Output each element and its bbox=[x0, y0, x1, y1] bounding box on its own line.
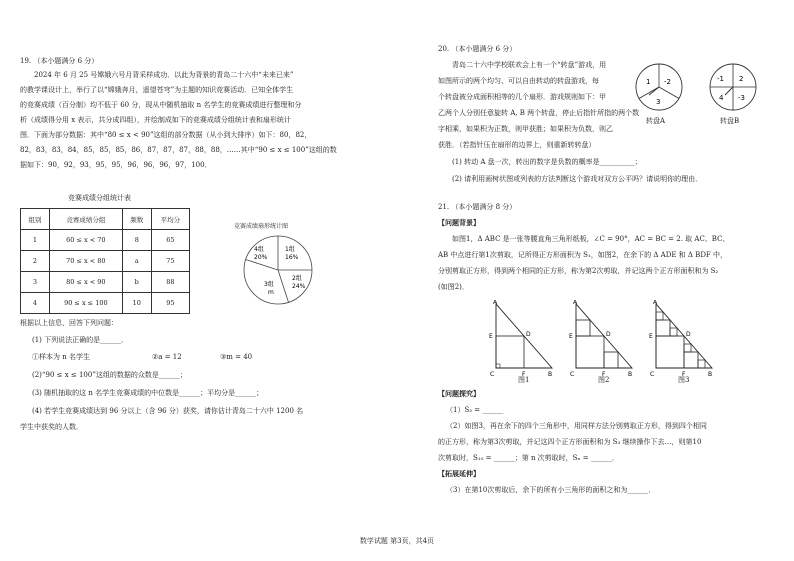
q19-option: ①样本为 n 名学生 bbox=[32, 353, 90, 361]
point-label: A bbox=[493, 300, 498, 306]
spinner-number: -3 bbox=[738, 94, 745, 102]
q21-sub1: （1）S₂ = ______ bbox=[446, 406, 504, 414]
q19-sub3: (3) 随机抽取的这 n 名学生竞赛成绩的中位数是______；平均分是______； bbox=[32, 389, 264, 397]
q20-line: 青岛二十六中学校联欢会上有一个“转盘”游戏，用 bbox=[452, 61, 607, 69]
figure-3-caption: 图3 bbox=[678, 376, 690, 384]
q19-sub1: (1) 下列说法正确的是______． bbox=[32, 336, 129, 344]
table-header-cell: 组别 bbox=[21, 209, 50, 230]
table-cell: 10 bbox=[122, 293, 151, 314]
table-cell: 90 ≤ x ≤ 100 bbox=[49, 293, 122, 314]
figure-1 bbox=[486, 300, 556, 378]
q21-explore-title: 【问题探究】 bbox=[438, 389, 480, 398]
table-cell: b bbox=[122, 272, 151, 293]
spinner-number: -2 bbox=[664, 78, 671, 86]
point-label: D bbox=[686, 331, 691, 338]
figure-1-caption: 图1 bbox=[518, 376, 530, 384]
q19-line: 析（成绩得分用 x 表示，共分成四组），并绘制成如下的竞赛成绩分组统计表和扇形统计 bbox=[20, 116, 291, 124]
table-header-cell: 竞赛成绩分组 bbox=[49, 209, 122, 230]
point-label: F bbox=[682, 371, 686, 378]
point-label: E bbox=[569, 333, 573, 340]
q19-option: ③m = 40 bbox=[220, 353, 253, 361]
table-cell: 95 bbox=[151, 293, 189, 314]
table-cell: 65 bbox=[151, 230, 189, 251]
q21-sub2: （2）如图3，再在余下的四个三角形中，用同样方法分别剪取正方形，得到四个相同 bbox=[446, 422, 707, 430]
table-cell: 2 bbox=[21, 251, 50, 272]
table-row bbox=[21, 272, 190, 293]
point-label: A bbox=[573, 300, 578, 306]
table-row bbox=[21, 293, 190, 314]
point-label: D bbox=[526, 331, 531, 338]
point-label: B bbox=[628, 371, 633, 378]
q20-sub1: (1) 转动 A 盘一次，转出的数字是负数的概率是__________； bbox=[452, 158, 642, 166]
point-label: F bbox=[602, 371, 606, 378]
figure-2-caption: 图2 bbox=[598, 376, 610, 384]
spinner-a bbox=[634, 62, 684, 112]
q21-line: 如图1，Δ ABC 是一张等腰直角三角形纸板，∠C = 90°，AC = BC = 2. 取 AC、BC、 bbox=[452, 235, 730, 243]
point-label: D bbox=[606, 331, 611, 338]
q19-line: 图．下面为部分数据：其中“80 ≤ x < 90”这组的部分数据（从小到大排序）如下：80，82， bbox=[20, 131, 312, 139]
table-header-cell: 平均分 bbox=[151, 209, 189, 230]
q19-line: 82，83，83，84，85，85，85，86，87，87，87，88，88，……其中“90 ≤ x ≤ 100”这组的数 bbox=[20, 146, 337, 154]
page-footer: 数学试题 第3页，共4页 bbox=[359, 537, 435, 545]
pie-label: 4组 bbox=[254, 246, 264, 253]
spinner-number: 1 bbox=[646, 78, 651, 86]
q19-prompt: 根据以上信息，回答下列问题： bbox=[20, 319, 118, 327]
q20-line: 个转盘被分成面积相等的几个扇形．游戏规则如下：甲 bbox=[438, 93, 606, 101]
pie-chart bbox=[242, 234, 314, 306]
pie-value: m bbox=[268, 289, 274, 296]
q19-sub2: (2)“90 ≤ x ≤ 100”这组的数据的众数是______； bbox=[32, 371, 187, 379]
table-cell: 3 bbox=[21, 272, 50, 293]
point-label: E bbox=[649, 333, 653, 340]
table-row bbox=[21, 230, 190, 251]
q21-sub3: （3）在第10次剪取后，余下的所有小三角形的面积之和为______． bbox=[446, 486, 656, 494]
table-cell: 80 ≤ x < 90 bbox=[49, 272, 122, 293]
q19-sub4: (4) 若学生竞赛成绩达到 96 分以上（含 96 分）获奖，请你估计青岛二十六中 1200 名 bbox=[32, 407, 304, 415]
spinner-number: 2 bbox=[739, 75, 744, 83]
table-cell: 75 bbox=[151, 251, 189, 272]
q19-line: 2024 年 6 月 25 号嫦娥六号月背采样成功．以此为背景的青岛二十六中“未来已来” bbox=[34, 71, 294, 79]
q20-line: 获胜．（若指针压在扇形的边界上，则重新转转盘） bbox=[438, 141, 596, 149]
q19-line: 的教学课设计上，举行了以“嫦娥奔月，遥望苍穹”为主题的知识竞赛活动．已知全体学生 bbox=[20, 86, 294, 94]
q21-extension-title: 【拓展延伸】 bbox=[438, 469, 480, 478]
pie-label: 2组 bbox=[292, 275, 302, 282]
q21-background-title: 【问题背景】 bbox=[438, 218, 480, 227]
spinner-number: -1 bbox=[717, 75, 724, 83]
table-cell: a bbox=[122, 251, 151, 272]
pie-value: 24% bbox=[292, 283, 306, 290]
figure-3 bbox=[646, 300, 716, 378]
frequency-table bbox=[20, 208, 190, 314]
spinner-a-label: 转盘A bbox=[646, 117, 666, 125]
q21-line: AB 中点进行第1次剪取，记所得正方形面积为 S₁，如图2，在余下的 Δ ADE 和 Δ BDF 中， bbox=[438, 251, 728, 259]
point-label: B bbox=[708, 371, 713, 378]
table-row bbox=[21, 251, 190, 272]
table-header-cell: 频数 bbox=[122, 209, 151, 230]
q21-line: (如图2)． bbox=[438, 283, 469, 291]
table-cell: 70 ≤ x < 80 bbox=[49, 251, 122, 272]
q20-heading: 20. （本小题满分 6 分） bbox=[438, 45, 517, 53]
pie-title: 竞赛成绩扇形统计图 bbox=[234, 223, 289, 230]
point-label: F bbox=[522, 371, 526, 378]
pie-label: 1组 bbox=[285, 246, 295, 253]
q20-line: 字相乘，如果积为正数，则甲获胜；如果积为负数，则乙 bbox=[438, 125, 613, 133]
q20-line: 乙两个人分别任意旋转 A, B 两个转盘，停止后指针所指的两个数 bbox=[438, 109, 640, 117]
q21-line: 分别剪取正方形，得到两个相同的正方形，称为第2次剪取，并记这两个正方形面积和为 S₂ bbox=[438, 267, 719, 275]
table-cell: 1 bbox=[21, 230, 50, 251]
q21-heading: 21. （本小题满分 8 分） bbox=[438, 203, 517, 211]
q19-option: ②a = 12 bbox=[152, 353, 182, 361]
point-label: A bbox=[653, 300, 658, 306]
q21-sub2-cont: 的正方形，称为第3次剪取，并记这四个正方形面积和为 S₃ 继续操作下去…，则第10 bbox=[438, 438, 702, 446]
table-cell: 4 bbox=[21, 293, 50, 314]
q19-line: 据如下：90，92，93，95，95，96，96，96，97，100． bbox=[20, 161, 212, 169]
q20-sub2: (2) 请利用画树状图或列表的方法判断这个游戏对双方公平吗？请说明你的理由． bbox=[452, 175, 703, 183]
spinner-number: 4 bbox=[719, 94, 724, 102]
spinner-b-label: 转盘B bbox=[720, 117, 740, 125]
table-header-row bbox=[21, 209, 190, 230]
point-label: C bbox=[490, 371, 495, 378]
q20-line: 如图所示的两个均匀、可以自由转动的转盘游戏，每 bbox=[438, 77, 599, 85]
q19-sub4-cont: 学生中获奖的人数． bbox=[20, 423, 83, 431]
point-label: B bbox=[548, 371, 553, 378]
table-cell: 60 ≤ x < 70 bbox=[49, 230, 122, 251]
pie-label: 3组 bbox=[264, 281, 274, 288]
point-label: C bbox=[570, 371, 575, 378]
table-cell: 8 bbox=[122, 230, 151, 251]
table-cell: 88 bbox=[151, 272, 189, 293]
pie-value: 20% bbox=[254, 254, 268, 261]
q21-sub2-cont: 次剪取时，S₁₀ = ______；第 n 次剪取时，Sₙ = ______． bbox=[438, 454, 619, 462]
pie-value: 16% bbox=[285, 254, 299, 261]
spinner-b bbox=[708, 62, 758, 112]
point-label: E bbox=[489, 333, 493, 340]
q19-heading: 19. （本小题满分 6 分） bbox=[20, 57, 99, 65]
table-title: 竞赛成绩分组统计表 bbox=[68, 194, 131, 202]
q19-line: 的竞赛成绩（百分制）均不低于 60 分，现从中随机抽取 n 名学生的竞赛成绩进行整理和分 bbox=[20, 101, 302, 109]
point-label: C bbox=[650, 371, 655, 378]
spinner-number: 3 bbox=[656, 98, 661, 106]
figure-2 bbox=[566, 300, 636, 378]
